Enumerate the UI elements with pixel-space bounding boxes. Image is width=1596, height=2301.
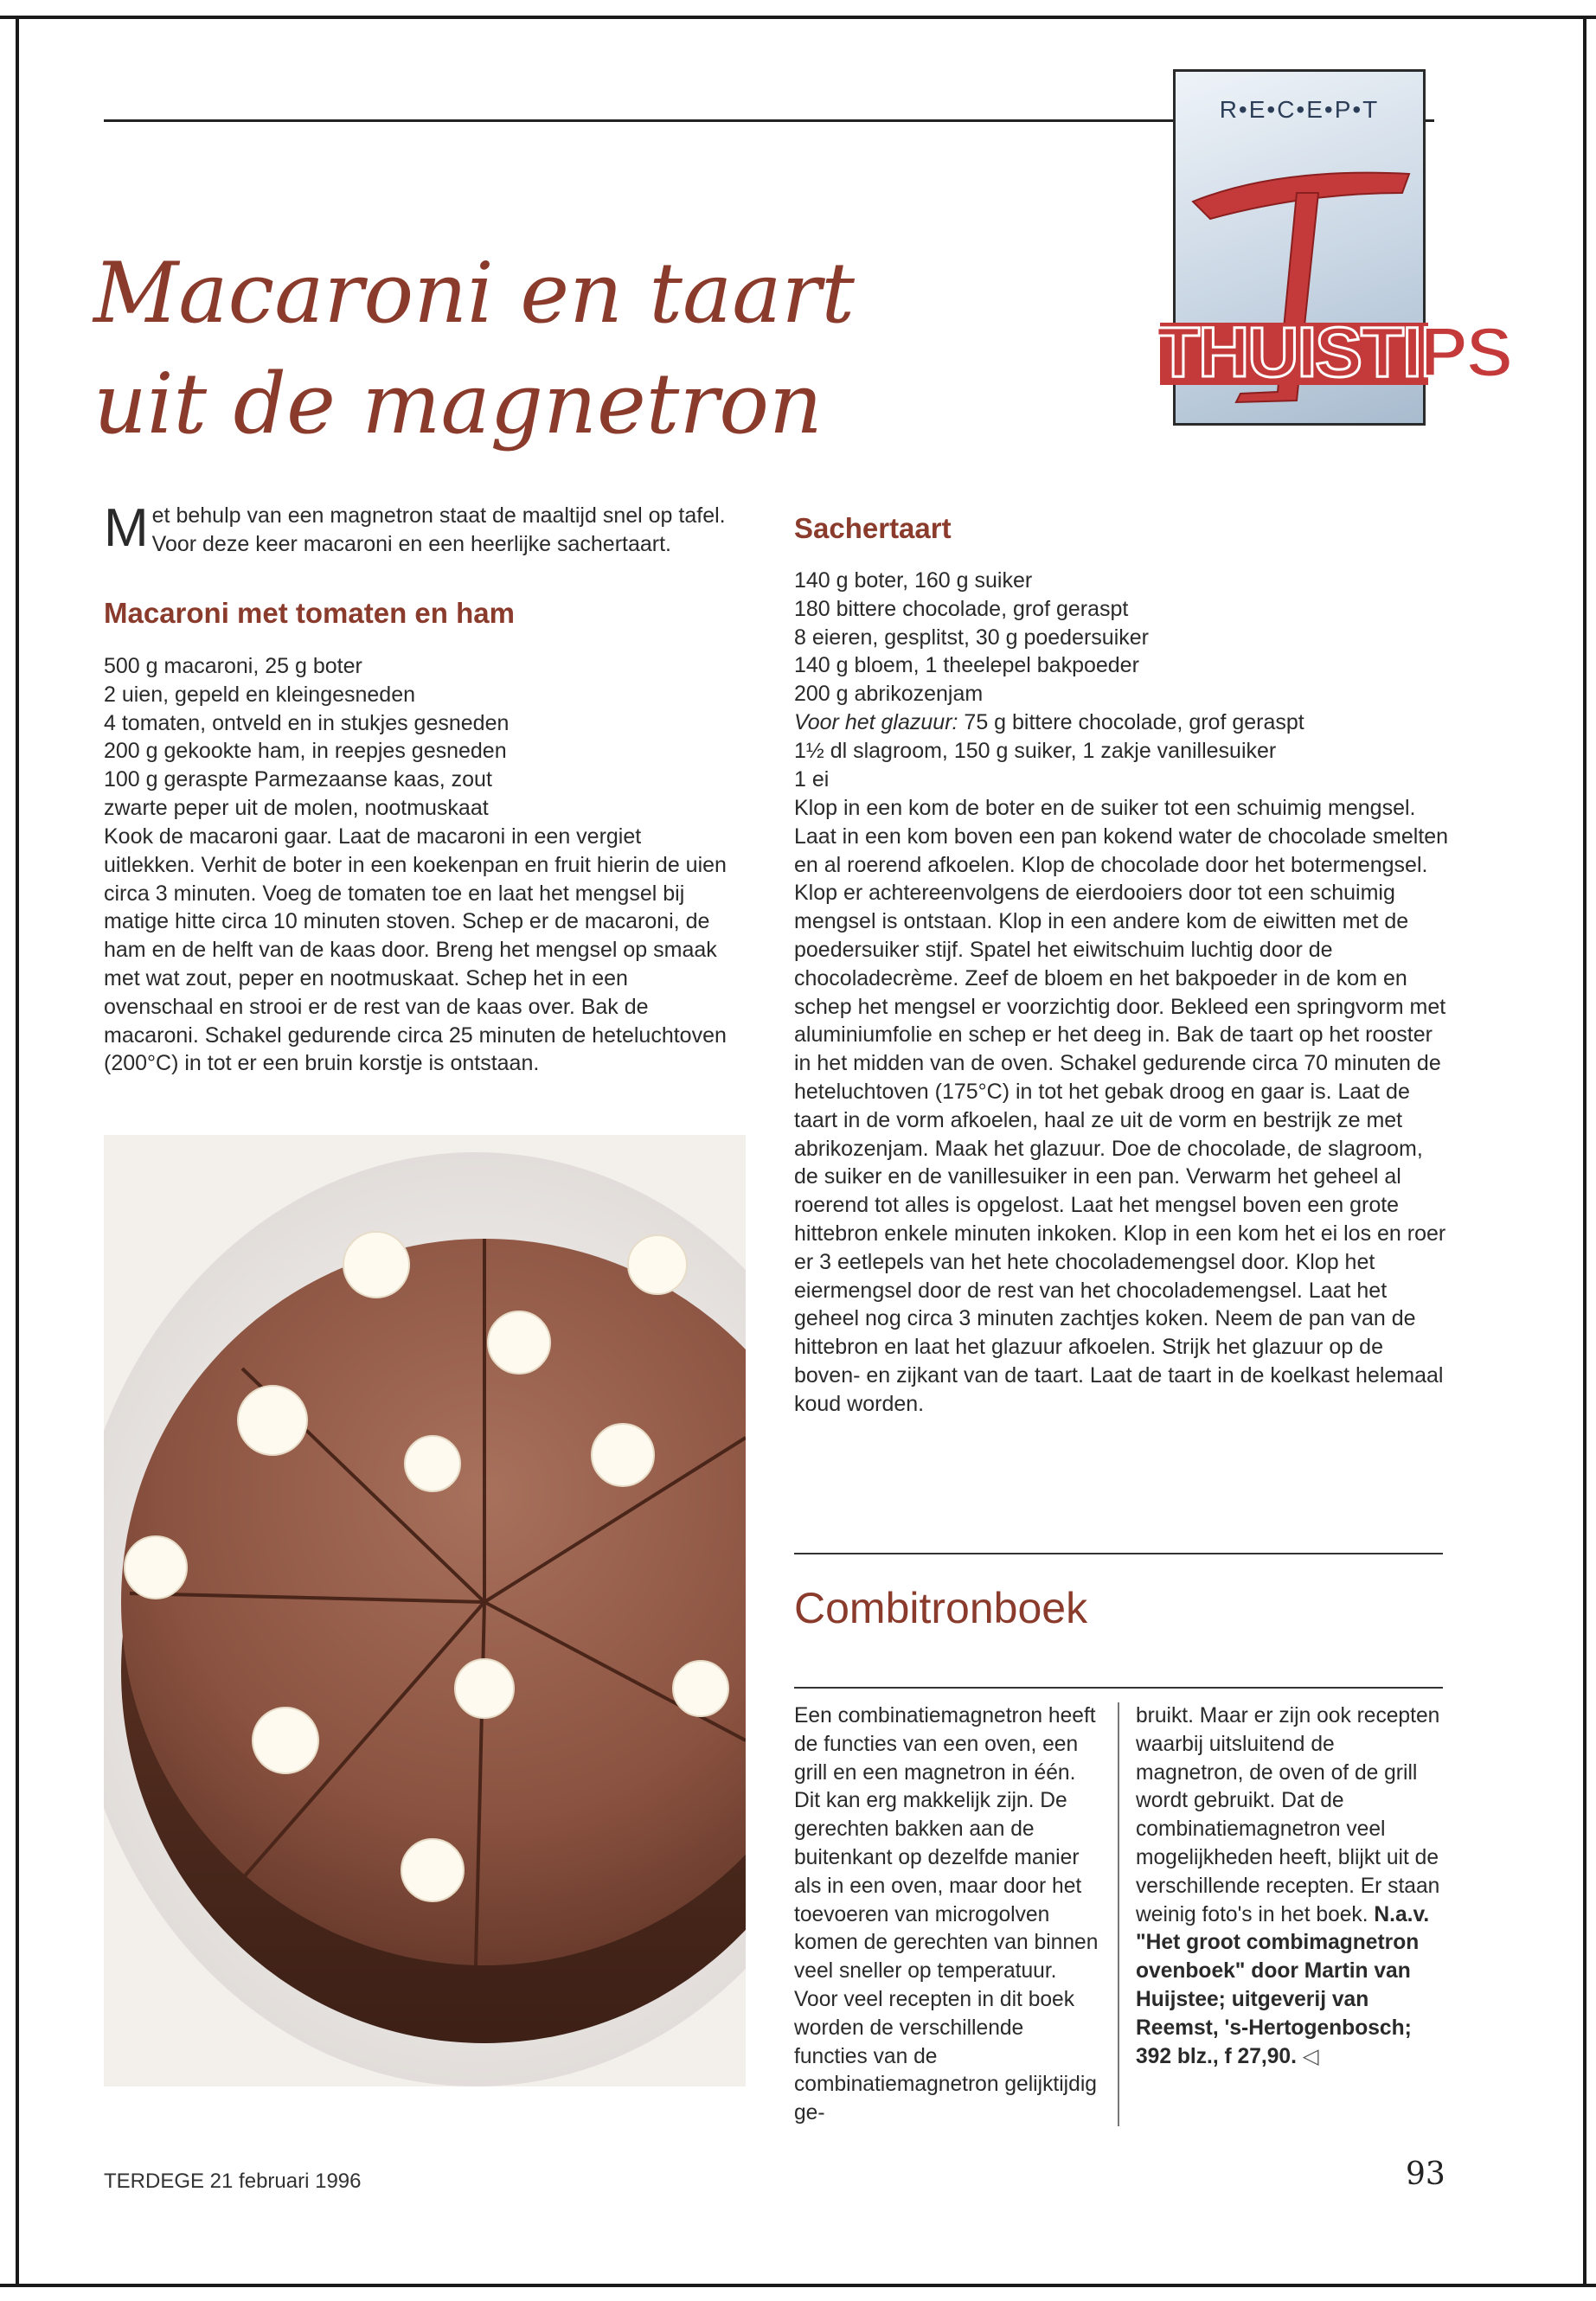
ingredient-line: 200 g gekookte ham, in reepjes gesneden <box>104 739 507 764</box>
ingredient-line: 1½ dl slagroom, 150 g suiker, 1 zakje vanillesuiker <box>794 738 1277 763</box>
intro-dropcap: M <box>104 498 149 558</box>
page-border-right <box>1583 16 1586 2286</box>
thuistips-logo <box>1157 69 1512 426</box>
headline-line-1: Macaroni en taart <box>93 245 855 342</box>
page-border-top <box>0 16 1596 19</box>
macaroni-ingredients <box>104 652 735 823</box>
intro-text: et behulp van een magnetron staat de maaltijd snel op tafel. Voor deze keer macaroni en een heerlijke sachertaart. <box>151 503 726 556</box>
intro-paragraph <box>104 498 727 559</box>
ingredient-line: 2 uien, gepeld en kleingesneden <box>104 682 416 707</box>
ingredient-line: 500 g macaroni, 25 g boter <box>104 654 362 678</box>
glazuur-label: Voor het glazuur: <box>794 709 958 734</box>
ingredient-line: 8 eieren, gesplitst, 30 g poedersuiker <box>794 625 1149 650</box>
ingredient-line: zwarte peper uit de molen, nootmuskaat <box>104 795 489 820</box>
end-mark-icon: ◁ <box>1302 2044 1319 2068</box>
macaroni-title: Macaroni met tomaten en ham <box>104 597 515 629</box>
combi-title-rule <box>794 1687 1443 1689</box>
sachertaart-method: Klop in een kom de boter en de suiker tot een schuimig mengsel. Laat in een kom boven een pan kokend water de chocolade smelten en al roerend afkoelen. Klop de chocolade door het botermengsel. Klop er achtereenvolgens de eierdooiers door tot een schuimig mengsel is ontstaan. Klop in een andere kom de eiwitten met de poedersuiker stijf. Spatel het eiwitschuim luchtig door de chocoladecrème. Zeef de bloem en het bakpoeder in de kom en schep het mengsel er voorzichtig door. Bekleed een springvorm met aluminiumfolie en schep er het deeg in. Bak de taart op het rooster in het midden van de oven. Schakel gedurende circa 70 minuten de heteluchtoven (175°C) in tot het gebak droog en gaar is. Laat de taart in de vorm afkoelen, haal ze uit de vorm en bestrijk ze met abrikozenjam. Maak het glazuur. Doe de chocolade, de slagroom, de suiker en de vanillesuiker in een pan. Verwarm het geheel al roerend tot alles is opgelost. Laat het mengsel boven een grote hittebron enkele minuten inkoken. Klop in een kom het ei los en roer er 3 eetlepels van het hete chocolademengsel door. Klop het eiermengsel door de rest van het chocolademengsel. Laat het geheel nog circa 3 minuten zachtjes koken. Neem de pan van de hittebron en laat het glazuur afkoelen. Strijk het glazuur op de boven- en zijkant van de taart. Laat de taart in de koelkast helemaal koud worden. <box>794 796 1449 1416</box>
glazuur-text: 75 g bittere chocolade, grof geraspt <box>958 709 1304 734</box>
ingredient-line: 100 g geraspte Parmezaanse kaas, zout <box>104 767 492 792</box>
combi-column-2-text: bruikt. Maar er zijn ook recepten waarbij uitsluitend de magnetron, de oven of de grill wordt gebruikt. Dat de combinatiemagnetron veel mogelijkheden heeft, blijkt uit de verschillende recepten. Er staan weinig foto's in het boek. <box>1136 1704 1440 1926</box>
footer-publication: TERDEGE 21 februari 1996 <box>104 2170 362 2193</box>
glazuur-line <box>794 708 1452 737</box>
book-credit: N.a.v. "Het groot combimagnetron ovenboek" door Martin van Huijstee; uitgeverij van Reemst, 's-Hertogenbosch; 392 blz., f 27,90. <box>1136 1902 1430 2068</box>
page-border-left <box>16 16 19 2286</box>
headline <box>93 238 958 459</box>
headline-line-2: uit de magnetron <box>93 356 823 452</box>
page-border-bottom <box>0 2284 1596 2287</box>
ingredient-line: 140 g bloem, 1 theelepel bakpoeder <box>794 653 1139 678</box>
cake-illustration-icon <box>104 1135 746 2086</box>
page-number: 93 <box>1406 2157 1445 2192</box>
ingredient-line: 180 bittere chocolade, grof geraspt <box>794 596 1129 621</box>
logo-thuistips-label: THUISTIPS <box>1157 313 1512 392</box>
sachertaart-title: Sachertaart <box>794 512 952 544</box>
combitronboek-title: Combitronboek <box>794 1584 1088 1632</box>
combi-column-1: Een combinatiemagnetron heeft de functies van een oven, een grill en een magnetron in één. Dit kan erg makkelijk zijn. De gerechten bakken aan de buitenkant op dezelfde manier als in een oven, maar door het toevoeren van microgolven komen de gerechten van binnen veel sneller op temperatuur. Voor veel recepten in dit boek worden de verschillende functies van de combinatiemagnetron gelijktijdig ge- <box>794 1704 1099 2125</box>
sachertaart-photo <box>104 1135 746 2086</box>
column-separator <box>1118 1702 1119 2126</box>
macaroni-method: Kook de macaroni gaar. Laat de macaroni in een vergiet uitlekken. Verhit de boter in een koekenpan en fruit hierin de uien circa 3 minuten. Voeg de tomaten toe en laat het mengsel bij matige hitte circa 10 minuten stoven. Schep er de macaroni, de ham en de helft van de kaas door. Breng het mengsel op smaak met wat zout, peper en nootmuskaat. Schep het in een ovenschaal en strooi er de rest van de kaas over. Bak de macaroni. Schakel gedurende circa 25 minuten de heteluchtoven (200°C) in tot er een bruin korstje is ontstaan. <box>104 824 727 1076</box>
combi-column-2 <box>1136 1702 1443 2071</box>
ingredient-line: 1 ei <box>794 766 830 792</box>
ingredient-line: 200 g abrikozenjam <box>794 682 984 707</box>
sachertaart-ingredients <box>794 567 1452 793</box>
ingredient-line: 140 g boter, 160 g suiker <box>794 568 1033 593</box>
combi-section-rule <box>794 1553 1443 1554</box>
ingredient-line: 4 tomaten, ontveld en in stukjes gesneden <box>104 710 510 735</box>
logo-recept-label: R•E•C•E•P•T <box>1219 96 1380 123</box>
